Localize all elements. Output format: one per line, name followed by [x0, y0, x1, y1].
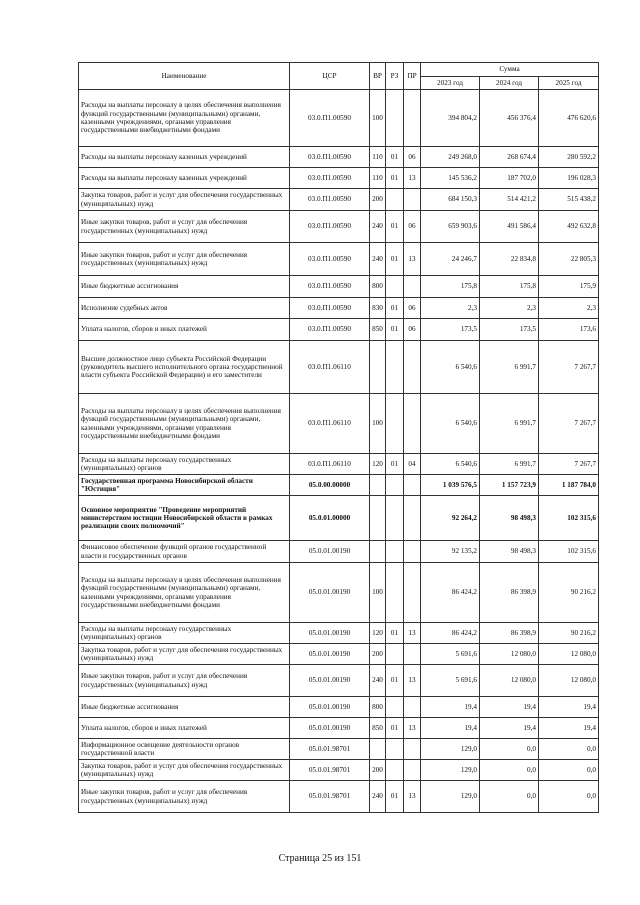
row-name: Расходы на выплаты персоналу в целях обеспечения выполнения функций государственными (муниципальными) органами, казенными учреждениями, органами управления государственными внебюджетными фондами — [79, 394, 290, 454]
row-value-2025: 0,0 — [539, 781, 599, 813]
row-value-2025: 173,6 — [539, 319, 599, 341]
row-value-2023: 2,3 — [421, 298, 480, 319]
row-value-2025: 476 620,6 — [539, 90, 599, 147]
table-row — [79, 90, 599, 147]
row-vr: 100 — [370, 394, 386, 454]
row-value-2024: 6 991,7 — [480, 394, 539, 454]
row-value-2025: 515 438,2 — [539, 189, 599, 211]
row-csr: 05.0.01.98701 — [290, 760, 370, 781]
row-csr: 05.0.01.00190 — [290, 697, 370, 718]
row-rz — [386, 496, 404, 541]
row-value-2025: 2,3 — [539, 298, 599, 319]
row-value-2023: 659 903,6 — [421, 211, 480, 243]
row-name: Финансовое обеспечение функций органов государственной власти и государственных органов — [79, 541, 290, 563]
row-pr: 13 — [404, 665, 421, 697]
row-vr: 240 — [370, 243, 386, 276]
row-value-2023: 5 691,6 — [421, 665, 480, 697]
row-vr: 200 — [370, 189, 386, 211]
table-row — [79, 496, 599, 541]
row-pr: 13 — [404, 781, 421, 813]
row-pr: 13 — [404, 718, 421, 739]
row-rz — [386, 697, 404, 718]
header-sum: Сумма — [421, 63, 599, 77]
row-name: Иные закупки товаров, работ и услуг для обеспечения государственных (муниципальных) нужд — [79, 781, 290, 813]
row-rz: 01 — [386, 298, 404, 319]
row-vr: 240 — [370, 665, 386, 697]
table-row — [79, 781, 599, 813]
row-vr: 800 — [370, 276, 386, 298]
row-value-2024: 98 498,3 — [480, 496, 539, 541]
table-row — [79, 189, 599, 211]
row-rz: 01 — [386, 718, 404, 739]
row-value-2024: 0,0 — [480, 739, 539, 760]
row-vr: 110 — [370, 168, 386, 189]
row-rz: 01 — [386, 781, 404, 813]
header-year-2025: 2025 год — [539, 77, 599, 90]
row-csr: 03.0.П1.00590 — [290, 168, 370, 189]
row-value-2023: 129,0 — [421, 760, 480, 781]
table-body — [79, 90, 599, 813]
row-name: Иные закупки товаров, работ и услуг для обеспечения государственных (муниципальных) нужд — [79, 211, 290, 243]
row-name: Расходы на выплаты персоналу казенных учреждений — [79, 168, 290, 189]
row-value-2024: 0,0 — [480, 781, 539, 813]
row-vr — [370, 739, 386, 760]
row-value-2024: 0,0 — [480, 760, 539, 781]
row-csr: 05.0.01.98701 — [290, 781, 370, 813]
table-row — [79, 718, 599, 739]
row-name: Иные бюджетные ассигнования — [79, 697, 290, 718]
row-name: Информационное освещение деятельности органов государственной власти — [79, 739, 290, 760]
row-csr: 03.0.П1.00590 — [290, 298, 370, 319]
row-value-2024: 6 991,7 — [480, 454, 539, 475]
row-name: Высшее должностное лицо субъекта Российской Федерации (руководитель высшего исполнительного органа государственной власти субъекта Российской Федерации) и его заместители — [79, 341, 290, 394]
table-row — [79, 475, 599, 496]
row-value-2023: 6 540,6 — [421, 454, 480, 475]
table-row — [79, 147, 599, 168]
row-value-2023: 92 264,2 — [421, 496, 480, 541]
header-year-2023: 2023 год — [421, 77, 480, 90]
row-value-2024: 86 398,9 — [480, 563, 539, 623]
row-vr: 200 — [370, 644, 386, 665]
row-name: Расходы на выплаты персоналу государственных (муниципальных) органов — [79, 623, 290, 644]
row-value-2023: 145 536,2 — [421, 168, 480, 189]
table-row — [79, 298, 599, 319]
row-rz — [386, 739, 404, 760]
row-csr: 05.0.01.00190 — [290, 718, 370, 739]
row-pr — [404, 541, 421, 563]
row-value-2025: 90 216,2 — [539, 563, 599, 623]
row-rz — [386, 644, 404, 665]
row-name: Уплата налогов, сборов и иных платежей — [79, 718, 290, 739]
row-csr: 05.0.01.00190 — [290, 623, 370, 644]
row-rz: 01 — [386, 623, 404, 644]
row-vr: 240 — [370, 211, 386, 243]
row-value-2024: 1 157 723,9 — [480, 475, 539, 496]
row-rz: 01 — [386, 243, 404, 276]
row-csr: 03.0.П1.00590 — [290, 90, 370, 147]
row-csr: 05.0.01.00190 — [290, 541, 370, 563]
row-name: Закупка товаров, работ и услуг для обеспечения государственных (муниципальных) нужд — [79, 189, 290, 211]
row-rz — [386, 541, 404, 563]
row-pr — [404, 276, 421, 298]
row-value-2024: 187 702,0 — [480, 168, 539, 189]
table-row — [79, 211, 599, 243]
row-vr: 110 — [370, 147, 386, 168]
row-name: Закупка товаров, работ и услуг для обеспечения государственных (муниципальных) нужд — [79, 644, 290, 665]
page-number: Страница 25 из 151 — [278, 853, 362, 864]
row-value-2023: 129,0 — [421, 781, 480, 813]
row-value-2024: 22 834,8 — [480, 243, 539, 276]
row-value-2024: 98 498,3 — [480, 541, 539, 563]
row-vr: 100 — [370, 90, 386, 147]
row-pr — [404, 739, 421, 760]
row-name: Основное мероприятие "Проведение мероприятий министерством юстиции Новосибирской области в рамках реализации своих полномочий" — [79, 496, 290, 541]
table-row — [79, 276, 599, 298]
row-csr: 03.0.П1.00590 — [290, 211, 370, 243]
table-row — [79, 623, 599, 644]
row-pr — [404, 189, 421, 211]
row-csr: 03.0.П1.00590 — [290, 189, 370, 211]
row-name: Уплата налогов, сборов и иных платежей — [79, 319, 290, 341]
row-value-2023: 129,0 — [421, 739, 480, 760]
row-vr: 120 — [370, 454, 386, 475]
header-name: Наименование — [79, 63, 290, 90]
row-name: Государственная программа Новосибирской области "Юстиция" — [79, 475, 290, 496]
row-value-2024: 268 674,4 — [480, 147, 539, 168]
row-value-2023: 92 135,2 — [421, 541, 480, 563]
row-csr: 03.0.П1.00590 — [290, 147, 370, 168]
row-value-2024: 19,4 — [480, 697, 539, 718]
row-vr: 850 — [370, 319, 386, 341]
row-value-2025: 196 028,3 — [539, 168, 599, 189]
row-rz — [386, 475, 404, 496]
header-csr: ЦСР — [290, 63, 370, 90]
row-csr: 03.0.П1.06110 — [290, 454, 370, 475]
row-value-2023: 394 804,2 — [421, 90, 480, 147]
row-vr: 120 — [370, 623, 386, 644]
row-name: Расходы на выплаты персоналу в целях обеспечения выполнения функций государственными (муниципальными) органами, казенными учреждениями, органами управления государственными внебюджетными фондами — [79, 563, 290, 623]
row-value-2023: 5 691,6 — [421, 644, 480, 665]
row-name: Закупка товаров, работ и услуг для обеспечения государственных (муниципальных) нужд — [79, 760, 290, 781]
row-vr: 800 — [370, 697, 386, 718]
row-value-2024: 514 421,2 — [480, 189, 539, 211]
row-name: Расходы на выплаты персоналу в целях обеспечения выполнения функций государственными (муниципальными) органами, казенными учреждениями, органами управления государственными внебюджетными фондами — [79, 90, 290, 147]
row-value-2023: 249 268,0 — [421, 147, 480, 168]
row-value-2024: 12 080,0 — [480, 665, 539, 697]
row-csr: 03.0.П1.06110 — [290, 394, 370, 454]
row-value-2023: 6 540,6 — [421, 341, 480, 394]
row-pr — [404, 341, 421, 394]
row-csr: 03.0.П1.00590 — [290, 319, 370, 341]
row-value-2024: 456 376,4 — [480, 90, 539, 147]
table-row — [79, 319, 599, 341]
table-row — [79, 541, 599, 563]
row-value-2025: 19,4 — [539, 697, 599, 718]
row-value-2024: 2,3 — [480, 298, 539, 319]
header-pr: ПР — [404, 63, 421, 90]
row-rz — [386, 276, 404, 298]
row-rz: 01 — [386, 665, 404, 697]
row-value-2023: 86 424,2 — [421, 563, 480, 623]
row-pr — [404, 697, 421, 718]
row-pr: 06 — [404, 211, 421, 243]
row-value-2023: 19,4 — [421, 697, 480, 718]
row-vr — [370, 541, 386, 563]
row-value-2024: 173,5 — [480, 319, 539, 341]
row-csr: 03.0.П1.06110 — [290, 341, 370, 394]
row-name: Иные закупки товаров, работ и услуг для обеспечения государственных (муниципальных) нужд — [79, 243, 290, 276]
row-pr: 13 — [404, 168, 421, 189]
row-rz — [386, 189, 404, 211]
row-value-2025: 0,0 — [539, 760, 599, 781]
row-vr — [370, 341, 386, 394]
row-rz — [386, 90, 404, 147]
row-vr: 100 — [370, 563, 386, 623]
row-rz: 01 — [386, 211, 404, 243]
row-pr: 06 — [404, 319, 421, 341]
row-csr: 03.0.П1.00590 — [290, 243, 370, 276]
row-rz — [386, 394, 404, 454]
row-name: Расходы на выплаты персоналу государственных (муниципальных) органов — [79, 454, 290, 475]
row-value-2025: 12 080,0 — [539, 665, 599, 697]
table-row — [79, 665, 599, 697]
row-value-2024: 175,8 — [480, 276, 539, 298]
row-csr: 05.0.00.00000 — [290, 475, 370, 496]
header-year-2024: 2024 год — [480, 77, 539, 90]
row-value-2023: 24 246,7 — [421, 243, 480, 276]
row-value-2024: 19,4 — [480, 718, 539, 739]
row-value-2023: 6 540,6 — [421, 394, 480, 454]
row-value-2025: 280 592,2 — [539, 147, 599, 168]
row-value-2023: 175,8 — [421, 276, 480, 298]
row-rz: 01 — [386, 168, 404, 189]
row-name: Исполнение судебных актов — [79, 298, 290, 319]
row-value-2023: 19,4 — [421, 718, 480, 739]
row-vr — [370, 475, 386, 496]
row-pr: 13 — [404, 623, 421, 644]
row-csr: 05.0.01.00000 — [290, 496, 370, 541]
row-pr — [404, 563, 421, 623]
row-vr: 850 — [370, 718, 386, 739]
row-rz — [386, 563, 404, 623]
table-row — [79, 168, 599, 189]
row-rz: 01 — [386, 454, 404, 475]
row-value-2023: 173,5 — [421, 319, 480, 341]
table-row — [79, 697, 599, 718]
row-pr — [404, 644, 421, 665]
row-pr: 13 — [404, 243, 421, 276]
row-vr: 240 — [370, 781, 386, 813]
row-value-2025: 1 187 784,0 — [539, 475, 599, 496]
row-value-2024: 12 080,0 — [480, 644, 539, 665]
row-value-2024: 6 991,7 — [480, 341, 539, 394]
row-pr: 06 — [404, 147, 421, 168]
row-name: Расходы на выплаты персоналу казенных учреждений — [79, 147, 290, 168]
row-vr: 830 — [370, 298, 386, 319]
row-rz: 01 — [386, 319, 404, 341]
table-row — [79, 454, 599, 475]
row-csr: 03.0.П1.00590 — [290, 276, 370, 298]
row-value-2025: 7 267,7 — [539, 341, 599, 394]
table-row — [79, 394, 599, 454]
table-row — [79, 563, 599, 623]
row-value-2023: 1 039 576,5 — [421, 475, 480, 496]
row-value-2025: 492 632,8 — [539, 211, 599, 243]
row-vr: 200 — [370, 760, 386, 781]
table-row — [79, 341, 599, 394]
header-rz: РЗ — [386, 63, 404, 90]
row-value-2024: 491 586,4 — [480, 211, 539, 243]
row-name: Иные бюджетные ассигнования — [79, 276, 290, 298]
row-pr: 04 — [404, 454, 421, 475]
row-value-2025: 102 315,6 — [539, 496, 599, 541]
row-value-2025: 19,4 — [539, 718, 599, 739]
row-rz — [386, 341, 404, 394]
row-pr — [404, 475, 421, 496]
row-value-2025: 12 080,0 — [539, 644, 599, 665]
row-rz: 01 — [386, 147, 404, 168]
row-csr: 05.0.01.00190 — [290, 665, 370, 697]
table-row — [79, 644, 599, 665]
row-value-2025: 22 805,3 — [539, 243, 599, 276]
row-pr — [404, 496, 421, 541]
row-pr — [404, 394, 421, 454]
row-value-2025: 0,0 — [539, 739, 599, 760]
row-name: Иные закупки товаров, работ и услуг для обеспечения государственных (муниципальных) нужд — [79, 665, 290, 697]
row-vr — [370, 496, 386, 541]
row-value-2025: 102 315,6 — [539, 541, 599, 563]
table-row — [79, 739, 599, 760]
table-row — [79, 243, 599, 276]
row-value-2025: 175,9 — [539, 276, 599, 298]
row-value-2025: 90 216,2 — [539, 623, 599, 644]
table-header — [79, 63, 599, 90]
row-value-2025: 7 267,7 — [539, 454, 599, 475]
header-vr: ВР — [370, 63, 386, 90]
row-value-2024: 86 398,9 — [480, 623, 539, 644]
row-value-2025: 7 267,7 — [539, 394, 599, 454]
budget-table — [78, 62, 599, 813]
row-pr: 06 — [404, 298, 421, 319]
row-rz — [386, 760, 404, 781]
row-value-2023: 684 150,3 — [421, 189, 480, 211]
row-csr: 05.0.01.00190 — [290, 563, 370, 623]
row-pr — [404, 760, 421, 781]
table-row — [79, 760, 599, 781]
row-pr — [404, 90, 421, 147]
row-value-2023: 86 424,2 — [421, 623, 480, 644]
row-csr: 05.0.01.00190 — [290, 644, 370, 665]
row-csr: 05.0.01.98701 — [290, 739, 370, 760]
